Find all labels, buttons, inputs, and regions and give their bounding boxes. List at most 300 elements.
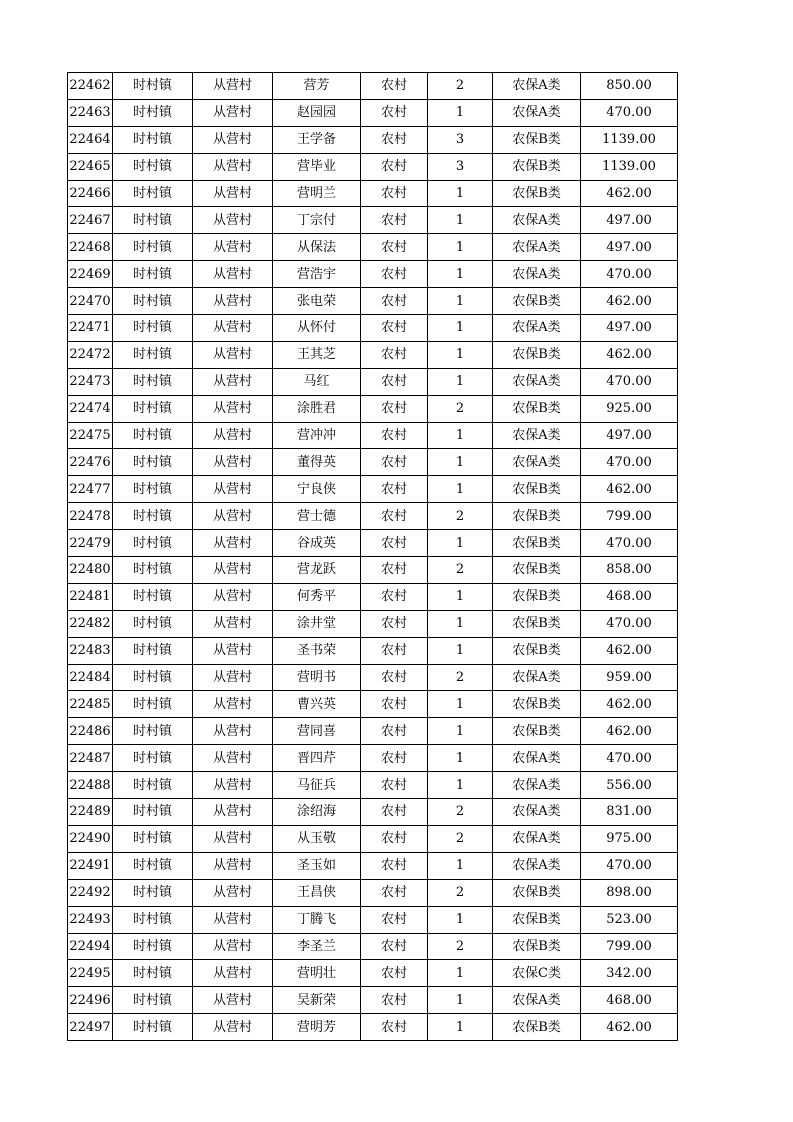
area-type-cell: 农村 (361, 825, 428, 852)
category-cell: 农保B类 (493, 1014, 581, 1041)
record-id-cell: 22487 (68, 745, 113, 772)
category-cell: 农保A类 (493, 207, 581, 234)
area-type-cell: 农村 (361, 691, 428, 718)
town-cell: 时村镇 (113, 422, 193, 449)
household-count-cell: 1 (428, 1014, 493, 1041)
table-row (68, 960, 678, 987)
table-row (68, 772, 678, 799)
category-cell: 农保B类 (493, 476, 581, 503)
area-type-cell: 农村 (361, 207, 428, 234)
table-row (68, 557, 678, 584)
household-count-cell: 1 (428, 691, 493, 718)
household-count-cell: 1 (428, 234, 493, 261)
village-cell: 从营村 (193, 906, 273, 933)
household-count-cell: 1 (428, 772, 493, 799)
town-cell: 时村镇 (113, 557, 193, 584)
name-cell: 何秀平 (273, 583, 361, 610)
village-cell: 从营村 (193, 799, 273, 826)
amount-cell: 470.00 (581, 852, 678, 879)
town-cell: 时村镇 (113, 368, 193, 395)
amount-cell: 470.00 (581, 745, 678, 772)
village-cell: 从营村 (193, 610, 273, 637)
town-cell: 时村镇 (113, 987, 193, 1014)
amount-cell: 898.00 (581, 879, 678, 906)
category-cell: 农保B类 (493, 637, 581, 664)
household-count-cell: 2 (428, 799, 493, 826)
table-row (68, 476, 678, 503)
area-type-cell: 农村 (361, 906, 428, 933)
village-cell: 从营村 (193, 1014, 273, 1041)
town-cell: 时村镇 (113, 207, 193, 234)
amount-cell: 470.00 (581, 368, 678, 395)
category-cell: 农保B类 (493, 718, 581, 745)
area-type-cell: 农村 (361, 126, 428, 153)
record-id-cell: 22489 (68, 799, 113, 826)
village-cell: 从营村 (193, 772, 273, 799)
town-cell: 时村镇 (113, 879, 193, 906)
town-cell: 时村镇 (113, 153, 193, 180)
table-row (68, 745, 678, 772)
household-count-cell: 2 (428, 395, 493, 422)
amount-cell: 468.00 (581, 987, 678, 1014)
amount-cell: 462.00 (581, 341, 678, 368)
record-id-cell: 22476 (68, 449, 113, 476)
amount-cell: 975.00 (581, 825, 678, 852)
area-type-cell: 农村 (361, 368, 428, 395)
category-cell: 农保B类 (493, 691, 581, 718)
amount-cell: 925.00 (581, 395, 678, 422)
town-cell: 时村镇 (113, 476, 193, 503)
category-cell: 农保A类 (493, 745, 581, 772)
category-cell: 农保A类 (493, 368, 581, 395)
amount-cell: 497.00 (581, 315, 678, 342)
category-cell: 农保B类 (493, 557, 581, 584)
amount-cell: 462.00 (581, 288, 678, 315)
table-row (68, 825, 678, 852)
village-cell: 从营村 (193, 718, 273, 745)
table-row (68, 637, 678, 664)
amount-cell: 1139.00 (581, 153, 678, 180)
village-cell: 从营村 (193, 933, 273, 960)
town-cell: 时村镇 (113, 745, 193, 772)
household-count-cell: 1 (428, 718, 493, 745)
record-id-cell: 22477 (68, 476, 113, 503)
table-row (68, 691, 678, 718)
amount-cell: 1139.00 (581, 126, 678, 153)
category-cell: 农保A类 (493, 799, 581, 826)
village-cell: 从营村 (193, 395, 273, 422)
name-cell: 丁腾飞 (273, 906, 361, 933)
town-cell: 时村镇 (113, 288, 193, 315)
town-cell: 时村镇 (113, 73, 193, 100)
area-type-cell: 农村 (361, 180, 428, 207)
village-cell: 从营村 (193, 315, 273, 342)
table-row (68, 933, 678, 960)
area-type-cell: 农村 (361, 449, 428, 476)
area-type-cell: 农村 (361, 933, 428, 960)
village-cell: 从营村 (193, 368, 273, 395)
town-cell: 时村镇 (113, 583, 193, 610)
village-cell: 从营村 (193, 261, 273, 288)
area-type-cell: 农村 (361, 315, 428, 342)
area-type-cell: 农村 (361, 799, 428, 826)
area-type-cell: 农村 (361, 503, 428, 530)
village-cell: 从营村 (193, 207, 273, 234)
village-cell: 从营村 (193, 180, 273, 207)
table-row (68, 718, 678, 745)
table-row (68, 987, 678, 1014)
name-cell: 董得英 (273, 449, 361, 476)
name-cell: 曹兴英 (273, 691, 361, 718)
village-cell: 从营村 (193, 476, 273, 503)
record-id-cell: 22474 (68, 395, 113, 422)
data-table (67, 72, 678, 1041)
record-id-cell: 22464 (68, 126, 113, 153)
household-count-cell: 1 (428, 261, 493, 288)
name-cell: 宁良侠 (273, 476, 361, 503)
record-id-cell: 22466 (68, 180, 113, 207)
village-cell: 从营村 (193, 879, 273, 906)
table-row (68, 341, 678, 368)
amount-cell: 462.00 (581, 691, 678, 718)
amount-cell: 858.00 (581, 557, 678, 584)
area-type-cell: 农村 (361, 476, 428, 503)
area-type-cell: 农村 (361, 960, 428, 987)
name-cell: 马征兵 (273, 772, 361, 799)
name-cell: 马红 (273, 368, 361, 395)
area-type-cell: 农村 (361, 987, 428, 1014)
table-row (68, 153, 678, 180)
name-cell: 涂胜君 (273, 395, 361, 422)
area-type-cell: 农村 (361, 637, 428, 664)
record-id-cell: 22482 (68, 610, 113, 637)
village-cell: 从营村 (193, 691, 273, 718)
amount-cell: 831.00 (581, 799, 678, 826)
table-row (68, 503, 678, 530)
category-cell: 农保C类 (493, 960, 581, 987)
area-type-cell: 农村 (361, 879, 428, 906)
village-cell: 从营村 (193, 825, 273, 852)
household-count-cell: 2 (428, 664, 493, 691)
category-cell: 农保A类 (493, 315, 581, 342)
household-count-cell: 1 (428, 449, 493, 476)
household-count-cell: 2 (428, 879, 493, 906)
table-body (68, 73, 678, 1041)
record-id-cell: 22490 (68, 825, 113, 852)
village-cell: 从营村 (193, 745, 273, 772)
name-cell: 圣玉如 (273, 852, 361, 879)
area-type-cell: 农村 (361, 422, 428, 449)
amount-cell: 470.00 (581, 449, 678, 476)
area-type-cell: 农村 (361, 664, 428, 691)
category-cell: 农保A类 (493, 852, 581, 879)
town-cell: 时村镇 (113, 637, 193, 664)
category-cell: 农保B类 (493, 153, 581, 180)
amount-cell: 470.00 (581, 99, 678, 126)
name-cell: 营同喜 (273, 718, 361, 745)
household-count-cell: 1 (428, 637, 493, 664)
amount-cell: 523.00 (581, 906, 678, 933)
record-id-cell: 22479 (68, 530, 113, 557)
household-count-cell: 1 (428, 315, 493, 342)
village-cell: 从营村 (193, 503, 273, 530)
town-cell: 时村镇 (113, 261, 193, 288)
name-cell: 王昌侠 (273, 879, 361, 906)
area-type-cell: 农村 (361, 852, 428, 879)
area-type-cell: 农村 (361, 341, 428, 368)
name-cell: 从保法 (273, 234, 361, 261)
town-cell: 时村镇 (113, 180, 193, 207)
household-count-cell: 1 (428, 476, 493, 503)
table-row (68, 288, 678, 315)
village-cell: 从营村 (193, 126, 273, 153)
area-type-cell: 农村 (361, 99, 428, 126)
name-cell: 丁宗付 (273, 207, 361, 234)
category-cell: 农保B类 (493, 530, 581, 557)
record-id-cell: 22468 (68, 234, 113, 261)
amount-cell: 462.00 (581, 718, 678, 745)
amount-cell: 850.00 (581, 73, 678, 100)
household-count-cell: 1 (428, 288, 493, 315)
village-cell: 从营村 (193, 422, 273, 449)
household-count-cell: 2 (428, 557, 493, 584)
record-id-cell: 22483 (68, 637, 113, 664)
town-cell: 时村镇 (113, 664, 193, 691)
name-cell: 营芳 (273, 73, 361, 100)
category-cell: 农保A类 (493, 825, 581, 852)
name-cell: 谷成英 (273, 530, 361, 557)
name-cell: 从怀付 (273, 315, 361, 342)
record-id-cell: 22472 (68, 341, 113, 368)
town-cell: 时村镇 (113, 99, 193, 126)
table-row (68, 610, 678, 637)
category-cell: 农保B类 (493, 126, 581, 153)
village-cell: 从营村 (193, 153, 273, 180)
area-type-cell: 农村 (361, 234, 428, 261)
category-cell: 农保B类 (493, 610, 581, 637)
record-id-cell: 22493 (68, 906, 113, 933)
category-cell: 农保A类 (493, 261, 581, 288)
record-id-cell: 22497 (68, 1014, 113, 1041)
household-count-cell: 3 (428, 153, 493, 180)
household-count-cell: 1 (428, 530, 493, 557)
household-count-cell: 1 (428, 99, 493, 126)
name-cell: 从玉敬 (273, 825, 361, 852)
amount-cell: 470.00 (581, 610, 678, 637)
town-cell: 时村镇 (113, 610, 193, 637)
amount-cell: 462.00 (581, 180, 678, 207)
town-cell: 时村镇 (113, 503, 193, 530)
household-count-cell: 1 (428, 906, 493, 933)
table-row (68, 315, 678, 342)
town-cell: 时村镇 (113, 825, 193, 852)
category-cell: 农保B类 (493, 583, 581, 610)
category-cell: 农保B类 (493, 503, 581, 530)
record-id-cell: 22471 (68, 315, 113, 342)
amount-cell: 462.00 (581, 1014, 678, 1041)
record-id-cell: 22462 (68, 73, 113, 100)
category-cell: 农保B类 (493, 395, 581, 422)
category-cell: 农保A类 (493, 234, 581, 261)
name-cell: 营明书 (273, 664, 361, 691)
category-cell: 农保B类 (493, 933, 581, 960)
record-id-cell: 22492 (68, 879, 113, 906)
household-count-cell: 2 (428, 503, 493, 530)
record-id-cell: 22463 (68, 99, 113, 126)
amount-cell: 497.00 (581, 422, 678, 449)
village-cell: 从营村 (193, 987, 273, 1014)
household-count-cell: 2 (428, 933, 493, 960)
name-cell: 吴新荣 (273, 987, 361, 1014)
table-row (68, 422, 678, 449)
table-row (68, 530, 678, 557)
record-id-cell: 22488 (68, 772, 113, 799)
record-id-cell: 22496 (68, 987, 113, 1014)
record-id-cell: 22473 (68, 368, 113, 395)
village-cell: 从营村 (193, 664, 273, 691)
town-cell: 时村镇 (113, 530, 193, 557)
record-id-cell: 22475 (68, 422, 113, 449)
table-row (68, 906, 678, 933)
name-cell: 王学备 (273, 126, 361, 153)
record-id-cell: 22486 (68, 718, 113, 745)
area-type-cell: 农村 (361, 557, 428, 584)
town-cell: 时村镇 (113, 772, 193, 799)
town-cell: 时村镇 (113, 799, 193, 826)
amount-cell: 497.00 (581, 234, 678, 261)
name-cell: 营冲冲 (273, 422, 361, 449)
household-count-cell: 1 (428, 341, 493, 368)
amount-cell: 462.00 (581, 637, 678, 664)
amount-cell: 470.00 (581, 530, 678, 557)
name-cell: 营浩宇 (273, 261, 361, 288)
town-cell: 时村镇 (113, 718, 193, 745)
village-cell: 从营村 (193, 99, 273, 126)
area-type-cell: 农村 (361, 73, 428, 100)
name-cell: 营毕业 (273, 153, 361, 180)
area-type-cell: 农村 (361, 745, 428, 772)
household-count-cell: 2 (428, 825, 493, 852)
amount-cell: 468.00 (581, 583, 678, 610)
record-id-cell: 22481 (68, 583, 113, 610)
amount-cell: 462.00 (581, 476, 678, 503)
name-cell: 王其芝 (273, 341, 361, 368)
record-id-cell: 22491 (68, 852, 113, 879)
amount-cell: 959.00 (581, 664, 678, 691)
area-type-cell: 农村 (361, 153, 428, 180)
amount-cell: 497.00 (581, 207, 678, 234)
area-type-cell: 农村 (361, 261, 428, 288)
amount-cell: 799.00 (581, 503, 678, 530)
category-cell: 农保A类 (493, 987, 581, 1014)
village-cell: 从营村 (193, 449, 273, 476)
table-row (68, 799, 678, 826)
household-count-cell: 1 (428, 960, 493, 987)
name-cell: 营士德 (273, 503, 361, 530)
household-count-cell: 1 (428, 610, 493, 637)
household-count-cell: 1 (428, 852, 493, 879)
town-cell: 时村镇 (113, 341, 193, 368)
area-type-cell: 农村 (361, 530, 428, 557)
name-cell: 涂绍海 (273, 799, 361, 826)
category-cell: 农保A类 (493, 422, 581, 449)
village-cell: 从营村 (193, 557, 273, 584)
category-cell: 农保A类 (493, 449, 581, 476)
category-cell: 农保A类 (493, 664, 581, 691)
area-type-cell: 农村 (361, 395, 428, 422)
record-id-cell: 22467 (68, 207, 113, 234)
town-cell: 时村镇 (113, 906, 193, 933)
amount-cell: 799.00 (581, 933, 678, 960)
record-id-cell: 22494 (68, 933, 113, 960)
table-row (68, 73, 678, 100)
area-type-cell: 农村 (361, 610, 428, 637)
name-cell: 营明壮 (273, 960, 361, 987)
table-row (68, 99, 678, 126)
category-cell: 农保B类 (493, 180, 581, 207)
area-type-cell: 农村 (361, 772, 428, 799)
table-row (68, 664, 678, 691)
household-count-cell: 2 (428, 73, 493, 100)
category-cell: 农保B类 (493, 906, 581, 933)
area-type-cell: 农村 (361, 1014, 428, 1041)
town-cell: 时村镇 (113, 691, 193, 718)
record-id-cell: 22465 (68, 153, 113, 180)
record-id-cell: 22478 (68, 503, 113, 530)
table-row (68, 879, 678, 906)
household-count-cell: 3 (428, 126, 493, 153)
category-cell: 农保A类 (493, 99, 581, 126)
household-count-cell: 1 (428, 422, 493, 449)
town-cell: 时村镇 (113, 960, 193, 987)
town-cell: 时村镇 (113, 933, 193, 960)
name-cell: 李圣兰 (273, 933, 361, 960)
town-cell: 时村镇 (113, 449, 193, 476)
village-cell: 从营村 (193, 852, 273, 879)
town-cell: 时村镇 (113, 315, 193, 342)
name-cell: 涂井堂 (273, 610, 361, 637)
town-cell: 时村镇 (113, 1014, 193, 1041)
name-cell: 圣书荣 (273, 637, 361, 664)
village-cell: 从营村 (193, 73, 273, 100)
table-row (68, 261, 678, 288)
table-row (68, 180, 678, 207)
category-cell: 农保A类 (493, 73, 581, 100)
village-cell: 从营村 (193, 341, 273, 368)
amount-cell: 556.00 (581, 772, 678, 799)
table-row (68, 234, 678, 261)
household-count-cell: 1 (428, 368, 493, 395)
village-cell: 从营村 (193, 288, 273, 315)
village-cell: 从营村 (193, 234, 273, 261)
category-cell: 农保A类 (493, 772, 581, 799)
town-cell: 时村镇 (113, 234, 193, 261)
household-count-cell: 1 (428, 987, 493, 1014)
table-row (68, 126, 678, 153)
village-cell: 从营村 (193, 583, 273, 610)
household-count-cell: 1 (428, 583, 493, 610)
town-cell: 时村镇 (113, 852, 193, 879)
record-id-cell: 22469 (68, 261, 113, 288)
household-count-cell: 1 (428, 745, 493, 772)
household-count-cell: 1 (428, 207, 493, 234)
category-cell: 农保B类 (493, 879, 581, 906)
table-row (68, 852, 678, 879)
name-cell: 营龙跃 (273, 557, 361, 584)
category-cell: 农保B类 (493, 288, 581, 315)
table-row (68, 1014, 678, 1041)
name-cell: 营明兰 (273, 180, 361, 207)
